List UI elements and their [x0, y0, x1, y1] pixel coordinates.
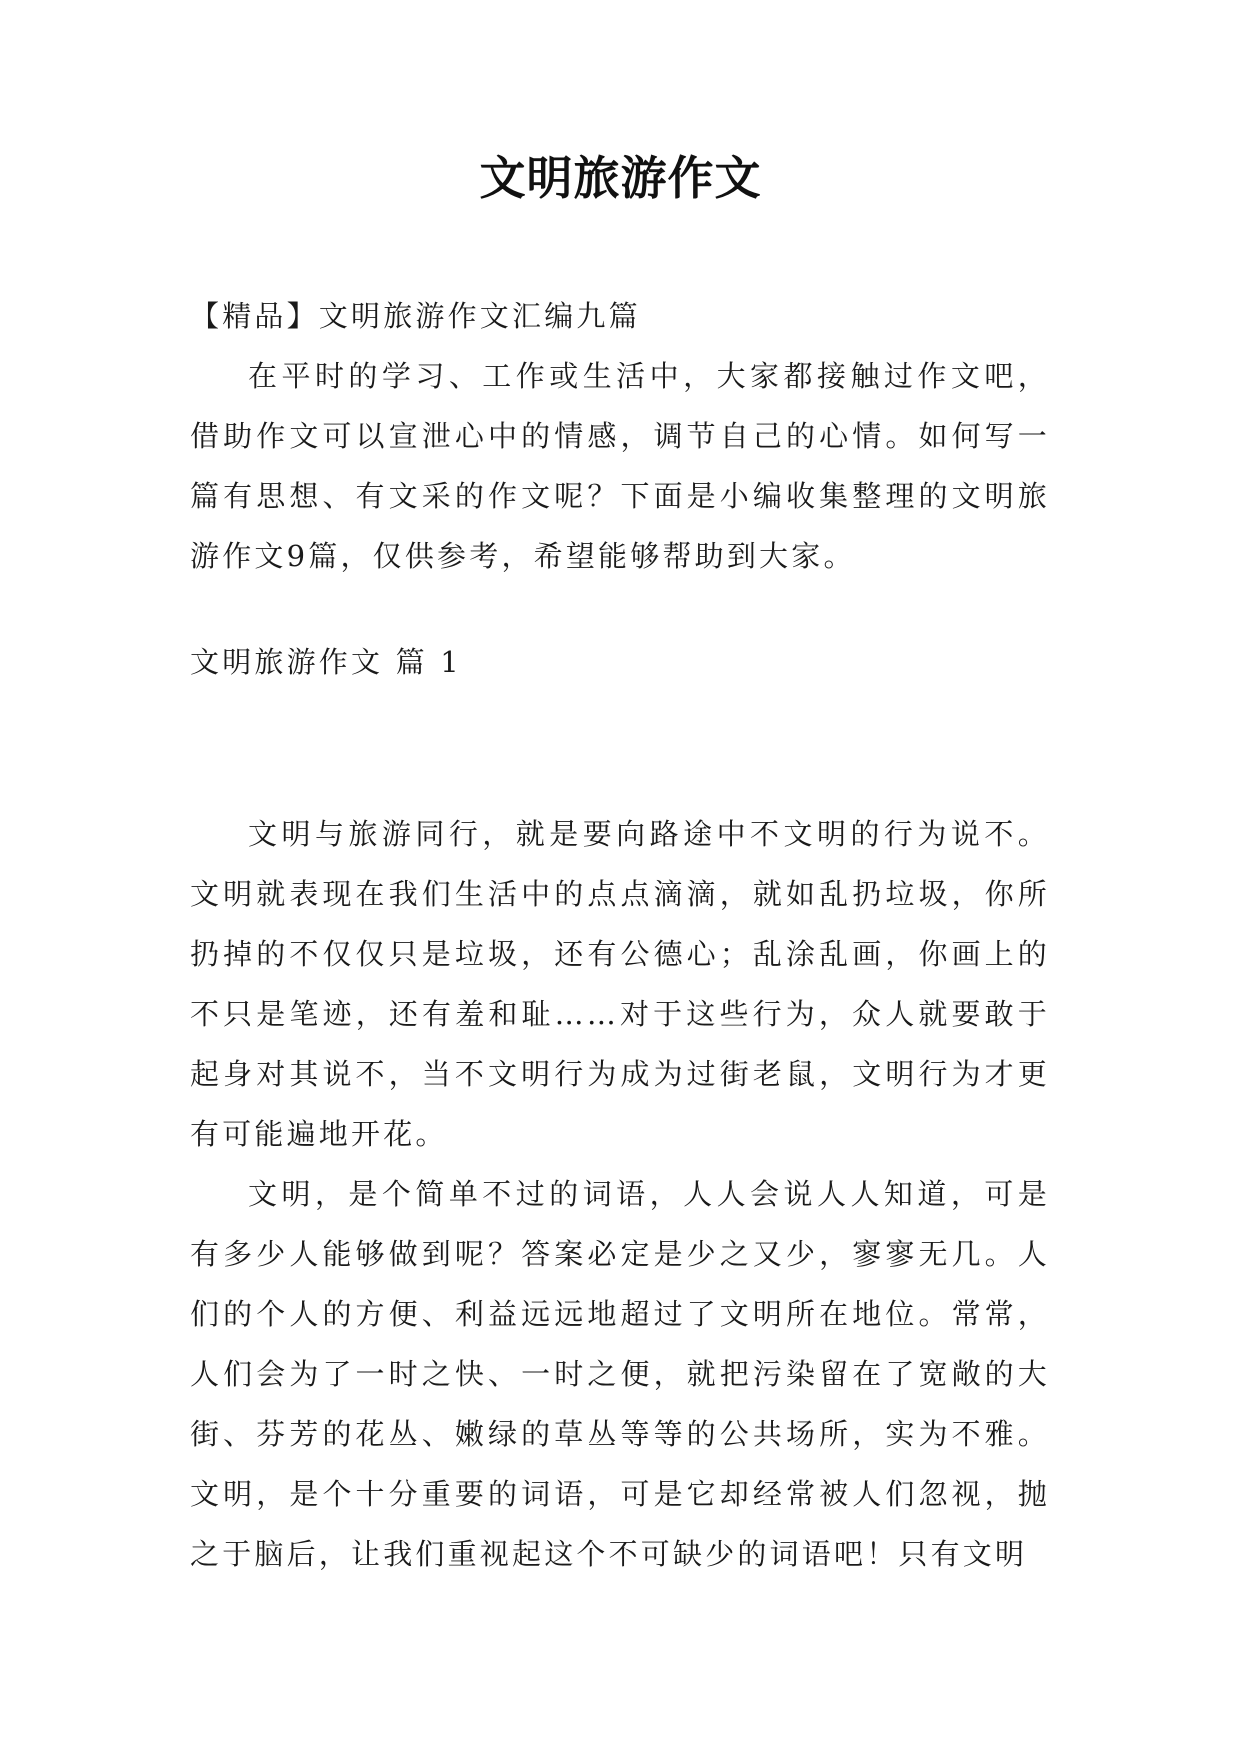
document-subtitle: 【精品】文明旅游作文汇编九篇: [190, 299, 641, 333]
body-paragraph: 文明，是个简单不过的词语，人人会说人人知道，可是有多少人能够做到呢？答案必定是少之又少，寥寥无几。人们的个人的方便、利益远远地超过了文明所在地位。常常，人们会为了一时之快、一时之便，就把污染留在了宽敞的大街、芬芳的花丛、嫩绿的草丛等等的公共场所，实为不雅。文明，是个十分重要的词语，可是它却经常被人们忽视，抛之于脑后，让我们重视起这个不可缺少的词语吧！只有文明: [190, 1177, 1050, 1571]
spacer: [190, 586, 1050, 632]
spacer: [190, 692, 1050, 804]
section-heading: 文明旅游作文 篇 1: [190, 645, 462, 679]
document-body: [190, 286, 1050, 1584]
intro-paragraph: 在平时的学习、工作或生活中，大家都接触过作文吧，借助作文可以宣泄心中的情感，调节自己的心情。如何写一篇有思想、有文采的作文呢？下面是小编收集整理的文明旅游作文9篇，仅供参考，希望能够帮助到大家。: [190, 359, 1050, 573]
body-paragraph: 文明与旅游同行，就是要向路途中不文明的行为说不。文明就表现在我们生活中的点点滴滴，就如乱扔垃圾，你所扔掉的不仅仅只是垃圾，还有公德心；乱涂乱画，你画上的不只是笔迹，还有羞和耻……对于这些行为，众人就要敢于起身对其说不，当不文明行为成为过街老鼠，文明行为才更有可能遍地开花。: [190, 817, 1050, 1151]
document-title: 文明旅游作文: [479, 151, 762, 205]
